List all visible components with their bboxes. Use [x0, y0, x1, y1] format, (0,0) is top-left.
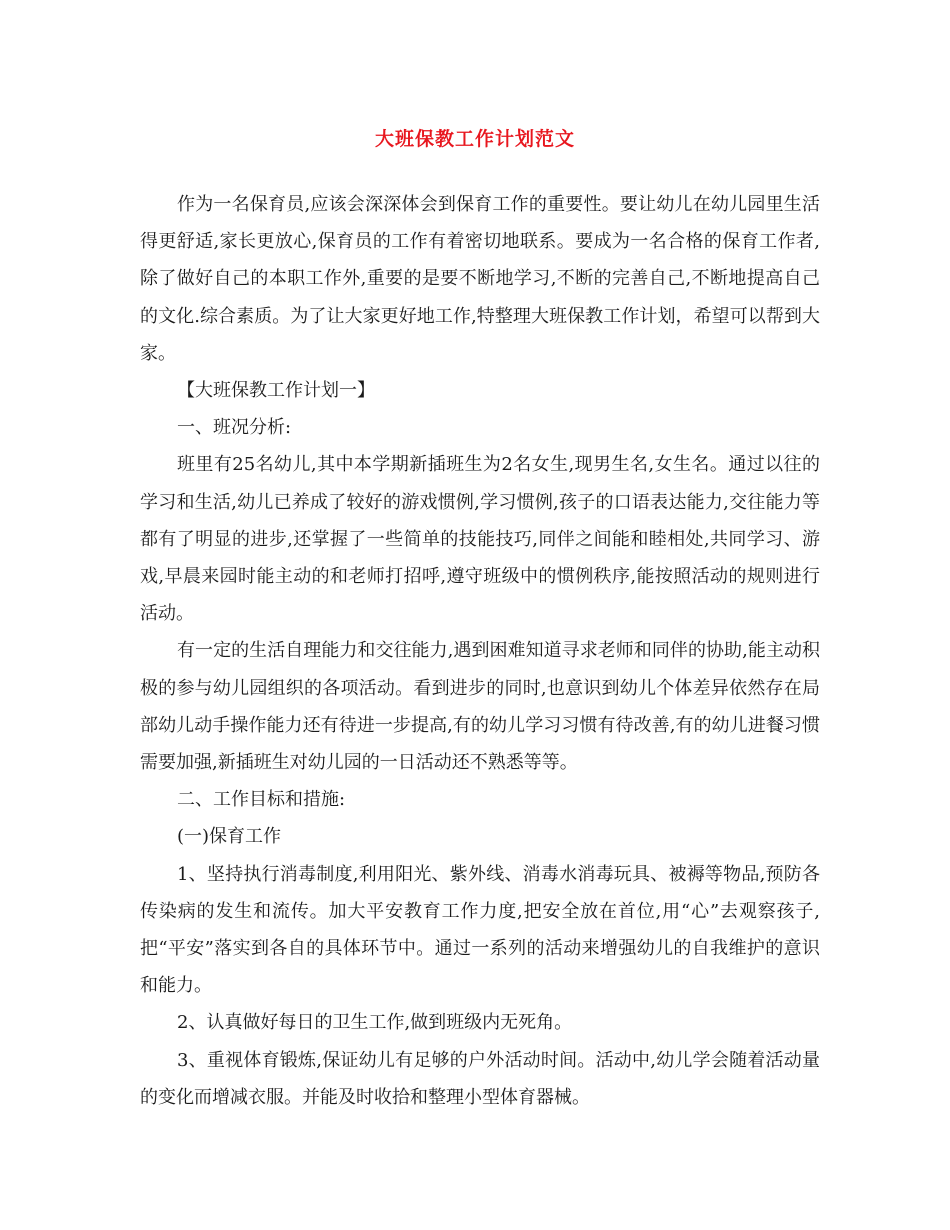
paragraph-abilities: 有一定的生活自理能力和交往能力,遇到困难知道寻求老师和同伴的协助,能主动积极的参与幼儿园组织的各项活动。看到进步的同时,也意识到幼儿个体差异依然存在局部幼儿动手操作能力还有待进一步提高,有的幼儿学习习惯有待改善,有的幼儿进餐习惯需要加强,新插班生对幼儿园的一日活动还不熟悉等等。 — [140, 640, 820, 774]
list-item-exercise: 3、重视体育锻炼,保证幼儿有足够的户外活动时间。活动中,幼儿学会随着活动量的变化而增减衣服。并能及时收拾和整理小型体育器械。 — [140, 1049, 820, 1108]
paragraph-class-analysis: 班里有25名幼儿,其中本学期新插班生为2名女生,现男生名,女生名。通过以往的学习和生活,幼儿已养成了较好的游戏惯例,学习惯例,孩子的口语表达能力,交往能力等都有了明显的进步,还掌握了一些简单的技能技巧,同伴之间能和睦相处,共同学习、游戏,早晨来园时能主动的和老师打招呼,遵守班级中的惯例秩序,能按照活动的规则进行活动。 — [140, 454, 820, 625]
section-heading-class-analysis: 一、班况分析: — [177, 417, 292, 439]
document-body — [140, 186, 820, 1116]
document-title: 大班保教工作计划范文 — [374, 128, 575, 150]
subsection-heading-care: (一)保育工作 — [177, 826, 282, 848]
section-heading-goals: 二、工作目标和措施: — [177, 789, 346, 811]
paragraph-intro: 作为一名保育员,应该会深深体会到保育工作的重要性。要让幼儿在幼儿园里生活得更舒适,家长更放心,保育员的工作有着密切地联系。要成为一名合格的保育工作者,除了做好自己的本职工作外,重要的是要不断地学习,不断的完善自己,不断地提高自己的文化.综合素质。为了让大家更好地工作,特整理大班保教工作计划，希望可以帮到大家。 — [140, 194, 820, 364]
section-heading-plan-one: 【大班保教工作计划一】 — [177, 380, 375, 402]
list-item-hygiene: 2、认真做好每日的卫生工作,做到班级内无死角。 — [177, 1012, 573, 1034]
list-item-disinfection: 1、坚持执行消毒制度,利用阳光、紫外线、消毒水消毒玩具、被褥等物品,预防各传染病的发生和流传。加大平安教育工作力度,把安全放在首位,用“心”去观察孩子,把“平安”落实到各自的具体环节中。通过一系列的活动来增强幼儿的自我维护的意识和能力。 — [140, 863, 820, 997]
